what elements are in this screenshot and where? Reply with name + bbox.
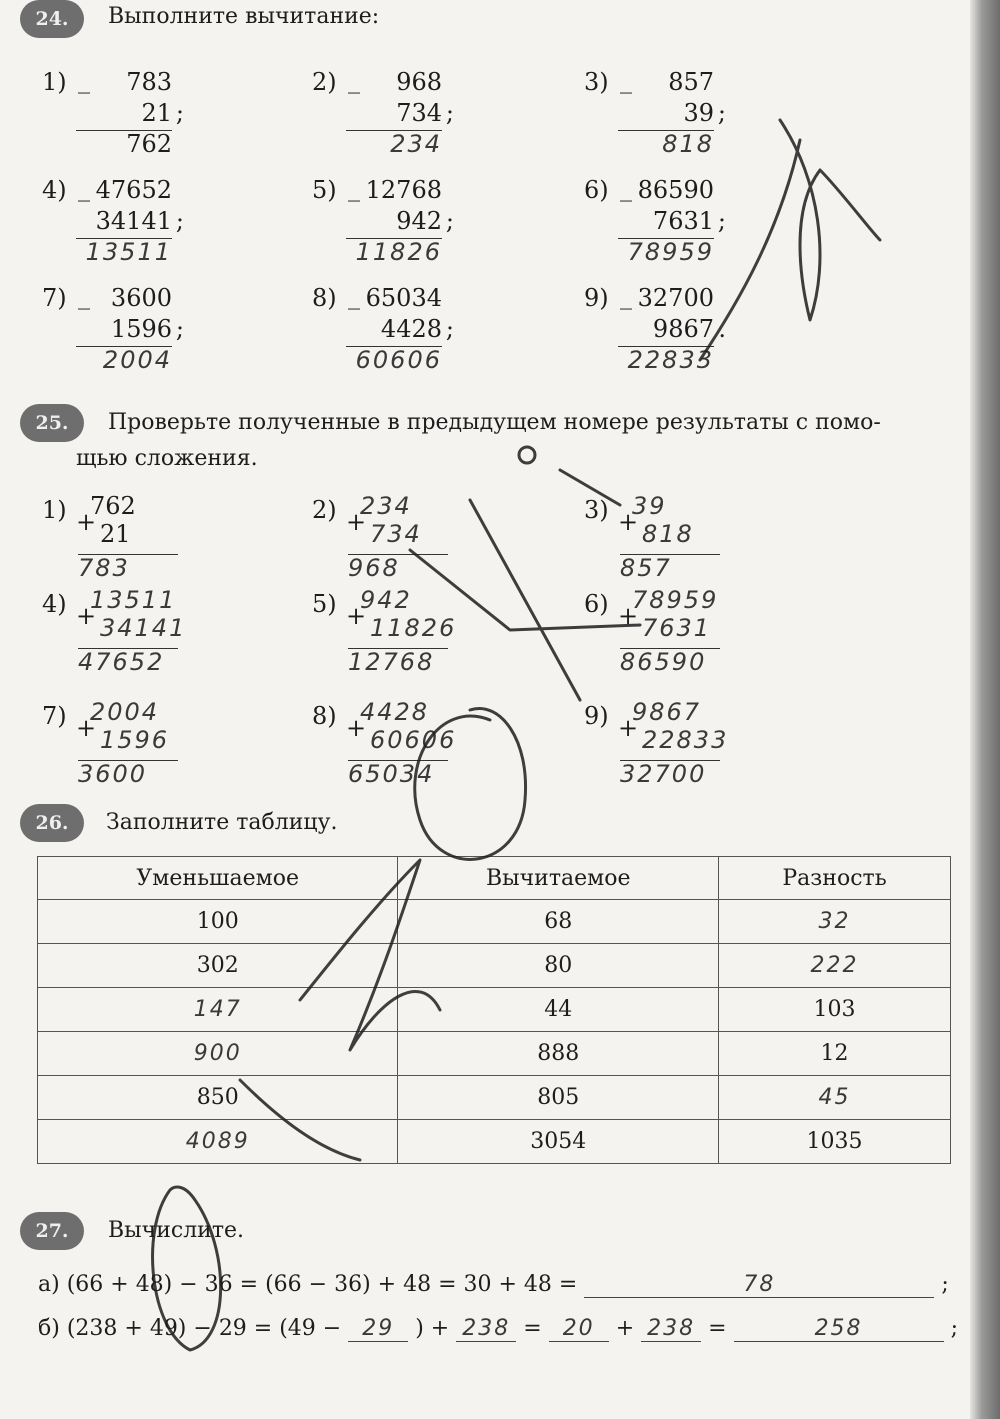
table-cell-handwritten: 222 (719, 944, 951, 988)
task-25-badge: 25. (20, 404, 84, 442)
addend-1: 4428 (360, 698, 430, 726)
equation-a-answer: 78 (584, 1272, 934, 1298)
table-cell-handwritten: 32 (719, 900, 951, 944)
check-number: 4) (42, 590, 67, 618)
minus-sign: _ (348, 282, 360, 310)
subtrahend: 9867 (652, 315, 714, 343)
difference: 818 (662, 130, 714, 158)
minus-sign: _ (620, 282, 632, 310)
table-cell: 68 (398, 900, 719, 944)
difference: 22833 (627, 346, 714, 374)
table-cell: 44 (398, 988, 719, 1032)
sum: 12768 (348, 648, 435, 676)
table-cell: 103 (719, 988, 951, 1032)
task-25-title-line1: Проверьте полученные в предыдущем номере результаты с помо- (108, 410, 881, 435)
addend-1: 942 (360, 586, 412, 614)
table-cell: 302 (38, 944, 398, 988)
minus-sign: _ (78, 66, 90, 94)
difference: 60606 (355, 346, 442, 374)
addend-2: 60606 (370, 726, 457, 754)
table-cell: 80 (398, 944, 719, 988)
scribble-stroke (700, 140, 800, 360)
subtrahend: 4428 (380, 315, 442, 343)
header-subtrahend: Вычитаемое (398, 857, 719, 900)
scribble-stroke (300, 860, 440, 1050)
plus-sign: + (618, 508, 639, 536)
subtrahend: 942 (396, 207, 442, 235)
task-24-title: Выполните вычитание: (108, 4, 380, 29)
addend-1: 762 (90, 492, 136, 520)
task-27-badge: 27. (20, 1212, 84, 1250)
table-cell: 100 (38, 900, 398, 944)
difference: 11826 (355, 238, 442, 266)
problem-end: . (718, 315, 726, 343)
subtrahend: 734 (396, 99, 442, 127)
semicolon: ; (950, 1316, 958, 1341)
check-number: 1) (42, 496, 67, 524)
minus-sign: _ (348, 174, 360, 202)
addend-1: 78959 (632, 586, 719, 614)
problem-number: 9) (584, 284, 609, 312)
sum: 47652 (78, 648, 165, 676)
problem-end: ; (445, 207, 454, 235)
minuend: 86590 (637, 176, 714, 204)
plus-sign: + (346, 602, 367, 630)
check-number: 7) (42, 702, 67, 730)
addend-2: 22833 (642, 726, 729, 754)
problem-end: ; (175, 315, 184, 343)
addend-1: 2004 (90, 698, 160, 726)
equation-b-blank-2: 238 (456, 1316, 516, 1342)
difference: 13511 (85, 238, 172, 266)
sum: 32700 (620, 760, 707, 788)
scribble-stroke (153, 1187, 221, 1350)
equation-b-blank-1: 29 (348, 1316, 408, 1342)
minuend: 783 (126, 68, 172, 96)
equation-b-text-2: ) + (415, 1316, 450, 1341)
check-number: 8) (312, 702, 337, 730)
problem-number: 7) (42, 284, 67, 312)
addend-1: 13511 (90, 586, 177, 614)
table-cell: 805 (398, 1076, 719, 1120)
equation-b-text: б) (238 + 49) − 29 = (49 − (38, 1316, 342, 1341)
addend-2: 1596 (100, 726, 170, 754)
scribble-stroke (560, 470, 620, 505)
check-number: 5) (312, 590, 337, 618)
addend-2: 818 (642, 520, 694, 548)
problem-end: ; (445, 315, 454, 343)
table-cell: 1035 (719, 1120, 951, 1164)
equation-b-blank-4: 238 (641, 1316, 701, 1342)
equation-b-blank-3: 20 (549, 1316, 609, 1342)
minuend: 12768 (365, 176, 442, 204)
plus-sign: + (346, 508, 367, 536)
subtrahend: 34141 (95, 207, 172, 235)
problem-number: 5) (312, 176, 337, 204)
problem-end: ; (445, 99, 454, 127)
plus-sign: + (76, 508, 97, 536)
table-cell: 12 (719, 1032, 951, 1076)
addend-2: 34141 (100, 614, 187, 642)
addend-2: 734 (370, 520, 422, 548)
check-number: 6) (584, 590, 609, 618)
minuend: 3600 (110, 284, 172, 312)
task-27-title: Вычислите. (108, 1218, 245, 1243)
minuend: 857 (668, 68, 714, 96)
scribble-stroke (780, 120, 880, 320)
minus-sign: _ (348, 66, 360, 94)
equation-b-answer: 258 (734, 1316, 944, 1342)
task-26-title: Заполните таблицу. (106, 810, 338, 835)
plus-sign: + (346, 714, 367, 742)
minus-sign: _ (78, 282, 90, 310)
minuend: 32700 (637, 284, 714, 312)
difference: 234 (390, 130, 442, 158)
sum: 783 (78, 554, 130, 582)
task-25-title-line2: щью сложения. (76, 446, 258, 471)
table-cell: 850 (38, 1076, 398, 1120)
check-number: 9) (584, 702, 609, 730)
plus-sign: + (618, 714, 639, 742)
table-cell: 3054 (398, 1120, 719, 1164)
sum: 3600 (78, 760, 148, 788)
equation-a-text: а) (66 + 48) − 36 = (66 − 36) + 48 = 30 + 48 = (38, 1272, 578, 1297)
difference: 2004 (102, 346, 172, 374)
subtrahend: 21 (141, 99, 172, 127)
header-minuend: Уменьшаемое (38, 857, 398, 900)
difference: 78959 (627, 238, 714, 266)
problem-number: 6) (584, 176, 609, 204)
problem-number: 1) (42, 68, 67, 96)
addend-2: 7631 (642, 614, 712, 642)
minuend: 968 (396, 68, 442, 96)
table-cell-handwritten: 4089 (38, 1120, 398, 1164)
equals-sign: = (708, 1316, 727, 1341)
plus-sign: + (76, 602, 97, 630)
scribble-stroke (519, 447, 535, 463)
minus-sign: _ (620, 66, 632, 94)
table-cell-handwritten: 900 (38, 1032, 398, 1076)
table-cell-handwritten: 45 (719, 1076, 951, 1120)
problem-number: 8) (312, 284, 337, 312)
subtrahend: 39 (683, 99, 714, 127)
addend-1: 39 (632, 492, 667, 520)
task-24-badge: 24. (20, 0, 84, 38)
sum: 857 (620, 554, 672, 582)
sum: 968 (348, 554, 400, 582)
plus-sign: + (76, 714, 97, 742)
problem-end: ; (175, 207, 184, 235)
scribble-stroke (410, 550, 640, 630)
problem-end: ; (175, 99, 184, 127)
problem-number: 3) (584, 68, 609, 96)
semicolon: ; (941, 1272, 949, 1297)
minus-sign: _ (620, 174, 632, 202)
addend-1: 9867 (632, 698, 702, 726)
problem-end: ; (717, 207, 726, 235)
difference: 762 (126, 130, 172, 158)
sum: 65034 (348, 760, 435, 788)
problem-number: 2) (312, 68, 337, 96)
equals-sign: = (523, 1316, 542, 1341)
table-cell-handwritten: 147 (38, 988, 398, 1032)
addend-1: 234 (360, 492, 412, 520)
subtrahend: 7631 (652, 207, 714, 235)
addend-2: 21 (100, 520, 131, 548)
scribble-stroke (415, 708, 526, 859)
problem-end: ; (717, 99, 726, 127)
problem-number: 4) (42, 176, 67, 204)
check-number: 3) (584, 496, 609, 524)
minus-sign: _ (78, 174, 90, 202)
scribble-stroke (240, 1080, 360, 1160)
task-26-badge: 26. (20, 804, 84, 842)
minuend: 65034 (365, 284, 442, 312)
plus-sign: + (618, 602, 639, 630)
scribble-stroke (470, 500, 580, 700)
minuend: 47652 (95, 176, 172, 204)
sum: 86590 (620, 648, 707, 676)
subtrahend: 1596 (110, 315, 172, 343)
table-cell: 888 (398, 1032, 719, 1076)
header-difference: Разность (719, 857, 951, 900)
check-number: 2) (312, 496, 337, 524)
plus-sign: + (615, 1316, 635, 1341)
addend-2: 11826 (370, 614, 457, 642)
